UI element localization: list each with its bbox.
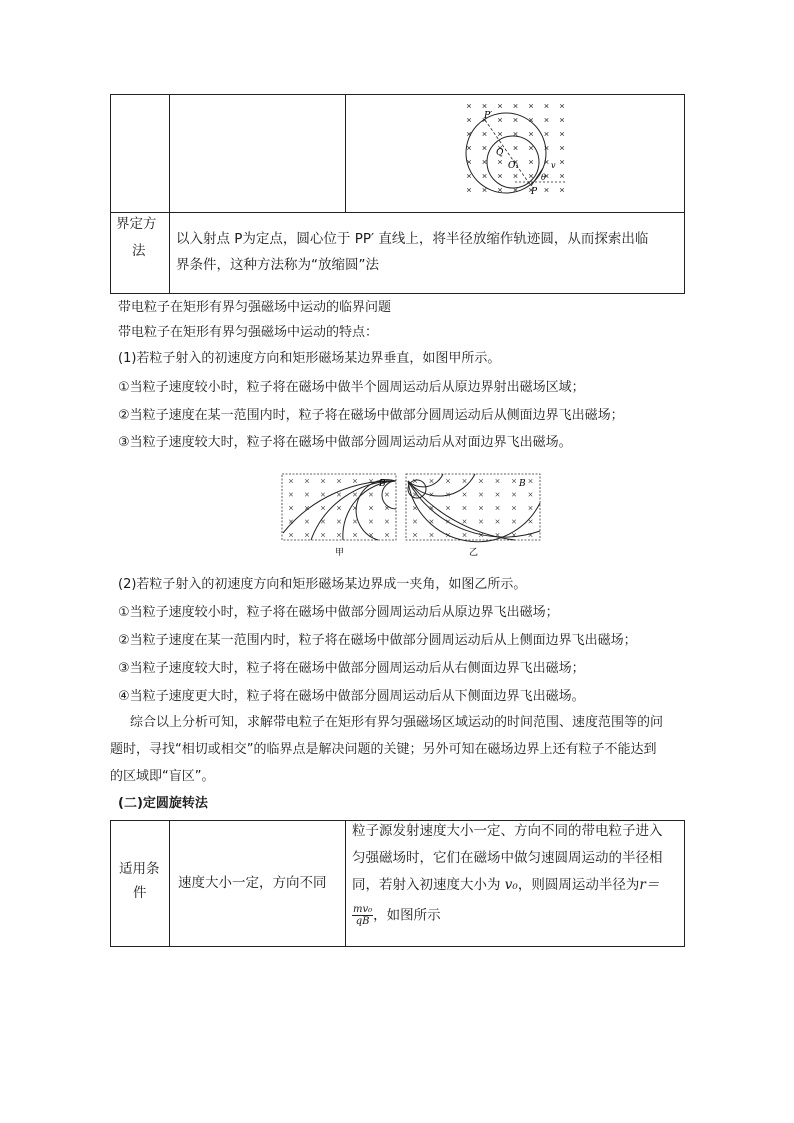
field-cross-mark [337, 479, 341, 483]
field-cross-mark [353, 520, 357, 524]
field-cross-mark [560, 104, 564, 108]
fraction-numerator: mv₀ [353, 904, 373, 915]
field-cross-mark [560, 118, 564, 122]
field-cross-mark [353, 479, 357, 483]
field-cross-mark [514, 132, 518, 136]
field-cross-mark [560, 146, 564, 150]
field-cross-mark [560, 174, 564, 178]
case1-item: ③当粒子速度较大时，粒子将在磁场中做部分圆周运动后从对面边界飞出磁场。 [118, 435, 572, 450]
section-title: 带电粒子在矩形有界匀强磁场中运动的临界问题 [118, 300, 392, 315]
field-cross-mark [498, 188, 502, 192]
table-divider [169, 94, 170, 294]
magnetic-field-marks [413, 479, 532, 537]
description-line4 [352, 904, 441, 927]
method-text-line1: 以入射点 P为定点，圆心位于 PP′ 直线上，将半径放缩作轨迹圆，从而探索出临 [176, 231, 649, 247]
field-cross-mark [483, 146, 487, 150]
field-cross-mark [430, 520, 434, 524]
field-cross-mark [529, 493, 533, 497]
summary-line: 综合以上分析可知，求解带电粒子在矩形有界匀强磁场区域运动的时间范围、速度范围等的问 [130, 715, 664, 730]
field-cross-mark [512, 520, 516, 524]
field-cross-mark [385, 533, 389, 537]
case2-heading: (2)若粒子射入的初速度方向和矩形磁场某边界成一夹角，如图乙所示。 [118, 577, 527, 592]
field-cross-mark [337, 520, 341, 524]
field-cross-mark [496, 520, 500, 524]
radius-symbol: r＝ [639, 877, 660, 893]
field-cross-mark [529, 146, 533, 150]
field-cross-mark [529, 160, 533, 164]
label-v: v [551, 161, 556, 170]
field-cross-mark [514, 104, 518, 108]
field-cross-mark [512, 493, 516, 497]
field-cross-mark [321, 493, 325, 497]
field-cross-mark [321, 506, 325, 510]
label-q: Q [496, 148, 504, 158]
initial-velocity-symbol: v₀ [504, 877, 518, 893]
field-cross-mark [413, 520, 417, 524]
field-cross-mark [467, 146, 471, 150]
field-cross-mark [529, 174, 533, 178]
table-divider [345, 820, 346, 947]
description-line3-post: ，则圆周运动半径为 [517, 877, 640, 893]
field-cross-mark [369, 506, 373, 510]
label-p: P [531, 187, 538, 197]
field-cross-mark [529, 506, 533, 510]
field-cross-mark [560, 188, 564, 192]
field-cross-mark [529, 104, 533, 108]
condition-value: 速度大小一定，方向不同 [178, 875, 327, 891]
fraction-denominator: qB [355, 916, 370, 927]
field-cross-mark [467, 174, 471, 178]
pp-prime-line [485, 120, 531, 186]
field-cross-mark [369, 493, 373, 497]
field-label-yi: B [519, 479, 526, 489]
field-cross-mark [483, 104, 487, 108]
field-cross-mark [514, 146, 518, 150]
field-cross-mark [289, 533, 293, 537]
field-cross-mark [498, 132, 502, 136]
field-cross-mark [483, 174, 487, 178]
figure-yi [405, 473, 543, 563]
field-cross-mark [305, 533, 309, 537]
field-cross-mark [545, 188, 549, 192]
field-cross-mark [353, 493, 357, 497]
case2-item: ①当粒子速度较小时，粒子将在磁场中做部分圆周运动后从原边界飞出磁场； [118, 605, 559, 620]
field-cross-mark [430, 479, 434, 483]
field-cross-mark [560, 132, 564, 136]
field-cross-mark [337, 493, 341, 497]
subsection-title: (二)定圆旋转法 [118, 796, 208, 811]
field-cross-mark [463, 520, 467, 524]
field-cross-mark [479, 493, 483, 497]
description-line4-post: ，如图所示 [373, 907, 441, 924]
description-line3 [352, 874, 659, 896]
field-cross-mark [467, 188, 471, 192]
field-cross-mark [479, 479, 483, 483]
field-cross-mark [467, 104, 471, 108]
field-cross-mark [529, 132, 533, 136]
field-cross-mark [545, 104, 549, 108]
field-cross-mark [483, 132, 487, 136]
case1-heading: (1)若粒子射入的初速度方向和矩形磁场某边界垂直，如图甲所示。 [118, 351, 501, 366]
case2-item: ②当粒子速度在某一范围内时，粒子将在磁场中做部分圆周运动后从上侧面边界飞出磁场； [118, 633, 637, 648]
label-o1: O₁ [508, 161, 519, 171]
field-cross-mark [289, 493, 293, 497]
field-cross-mark [545, 118, 549, 122]
row-label-line1: 界定方 [116, 216, 157, 232]
field-cross-mark [498, 118, 502, 122]
radius-fraction [352, 904, 373, 927]
field-cross-mark [289, 479, 293, 483]
summary-line: 的区域即“盲区”。 [110, 769, 215, 784]
field-cross-mark [496, 506, 500, 510]
field-cross-mark [385, 493, 389, 497]
field-cross-mark [463, 493, 467, 497]
field-cross-mark [463, 533, 467, 537]
magnetic-field-marks [467, 104, 564, 192]
field-cross-mark [385, 520, 389, 524]
figure-label-yi: 乙 [469, 548, 479, 558]
field-cross-mark [545, 132, 549, 136]
magnetic-field-marks [289, 479, 389, 537]
field-cross-mark [446, 506, 450, 510]
field-cross-mark [321, 479, 325, 483]
field-cross-mark [337, 506, 341, 510]
field-cross-mark [560, 160, 564, 164]
figure-jia [281, 473, 399, 563]
field-cross-mark [498, 104, 502, 108]
field-cross-mark [529, 520, 533, 524]
field-cross-mark [305, 493, 309, 497]
field-cross-mark [483, 160, 487, 164]
field-cross-mark [463, 506, 467, 510]
field-label-jia: B [379, 479, 386, 489]
field-cross-mark [496, 479, 500, 483]
field-cross-mark [305, 520, 309, 524]
case2-item: ③当粒子速度较大时，粒子将在磁场中做部分圆周运动后从右侧面边界飞出磁场； [118, 661, 585, 676]
field-cross-mark [430, 533, 434, 537]
field-cross-mark [498, 160, 502, 164]
table-divider [110, 212, 685, 213]
field-cross-mark [289, 506, 293, 510]
field-cross-mark [483, 188, 487, 192]
field-cross-mark [353, 533, 357, 537]
field-cross-mark [369, 520, 373, 524]
field-cross-mark [479, 506, 483, 510]
field-cross-mark [512, 479, 516, 483]
label-theta: θ [541, 173, 546, 182]
field-cross-mark [498, 174, 502, 178]
case1-item: ①当粒子速度较小时，粒子将在磁场中做半个圆周运动后从原边界射出磁场区域； [118, 380, 585, 395]
field-cross-mark [337, 533, 341, 537]
field-cross-mark [479, 520, 483, 524]
field-cross-mark [514, 118, 518, 122]
condition-label-line1: 适用条 [119, 861, 160, 877]
field-cross-mark [463, 479, 467, 483]
case1-item: ②当粒子速度在某一范围内时，粒子将在磁场中做部分圆周运动后从侧面边界飞出磁场； [118, 408, 624, 423]
field-cross-mark [529, 479, 533, 483]
field-cross-mark [514, 174, 518, 178]
field-cross-mark [512, 506, 516, 510]
summary-line: 题时，寻找“相切或相交”的临界点是解决问题的关键；另外可知在磁场边界上还有粒子不能达到 [110, 742, 657, 757]
field-cross-mark [321, 533, 325, 537]
case2-item: ④当粒子速度更大时，粒子将在磁场中做部分圆周运动后从下侧面边界飞出磁场。 [118, 689, 585, 704]
method-text-line2: 界条件，这种方法称为“放缩圆”法 [176, 257, 379, 273]
field-cross-mark [467, 118, 471, 122]
description-line3-pre: 同，若射入初速度大小为 [352, 877, 501, 893]
label-p-prime: P′ [484, 111, 493, 121]
figure-label-jia: 甲 [335, 548, 345, 558]
condition-label-line2: 件 [133, 885, 147, 901]
field-cross-mark [446, 479, 450, 483]
field-cross-mark [496, 493, 500, 497]
section-features: 带电粒子在矩形有界匀强磁场中运动的特点： [118, 325, 379, 340]
row-label-line2: 法 [132, 243, 146, 259]
description-line2: 匀强磁场时，它们在磁场中做匀速圆周运动的半径相 [352, 850, 663, 866]
table-divider [169, 820, 170, 947]
shrinking-circle-figure [455, 98, 575, 198]
field-cross-mark [305, 479, 309, 483]
description-line1: 粒子源发射速度大小一定、方向不同的带电粒子进入 [352, 823, 663, 839]
table-divider [345, 94, 346, 213]
field-cross-mark [321, 520, 325, 524]
field-cross-mark [413, 533, 417, 537]
